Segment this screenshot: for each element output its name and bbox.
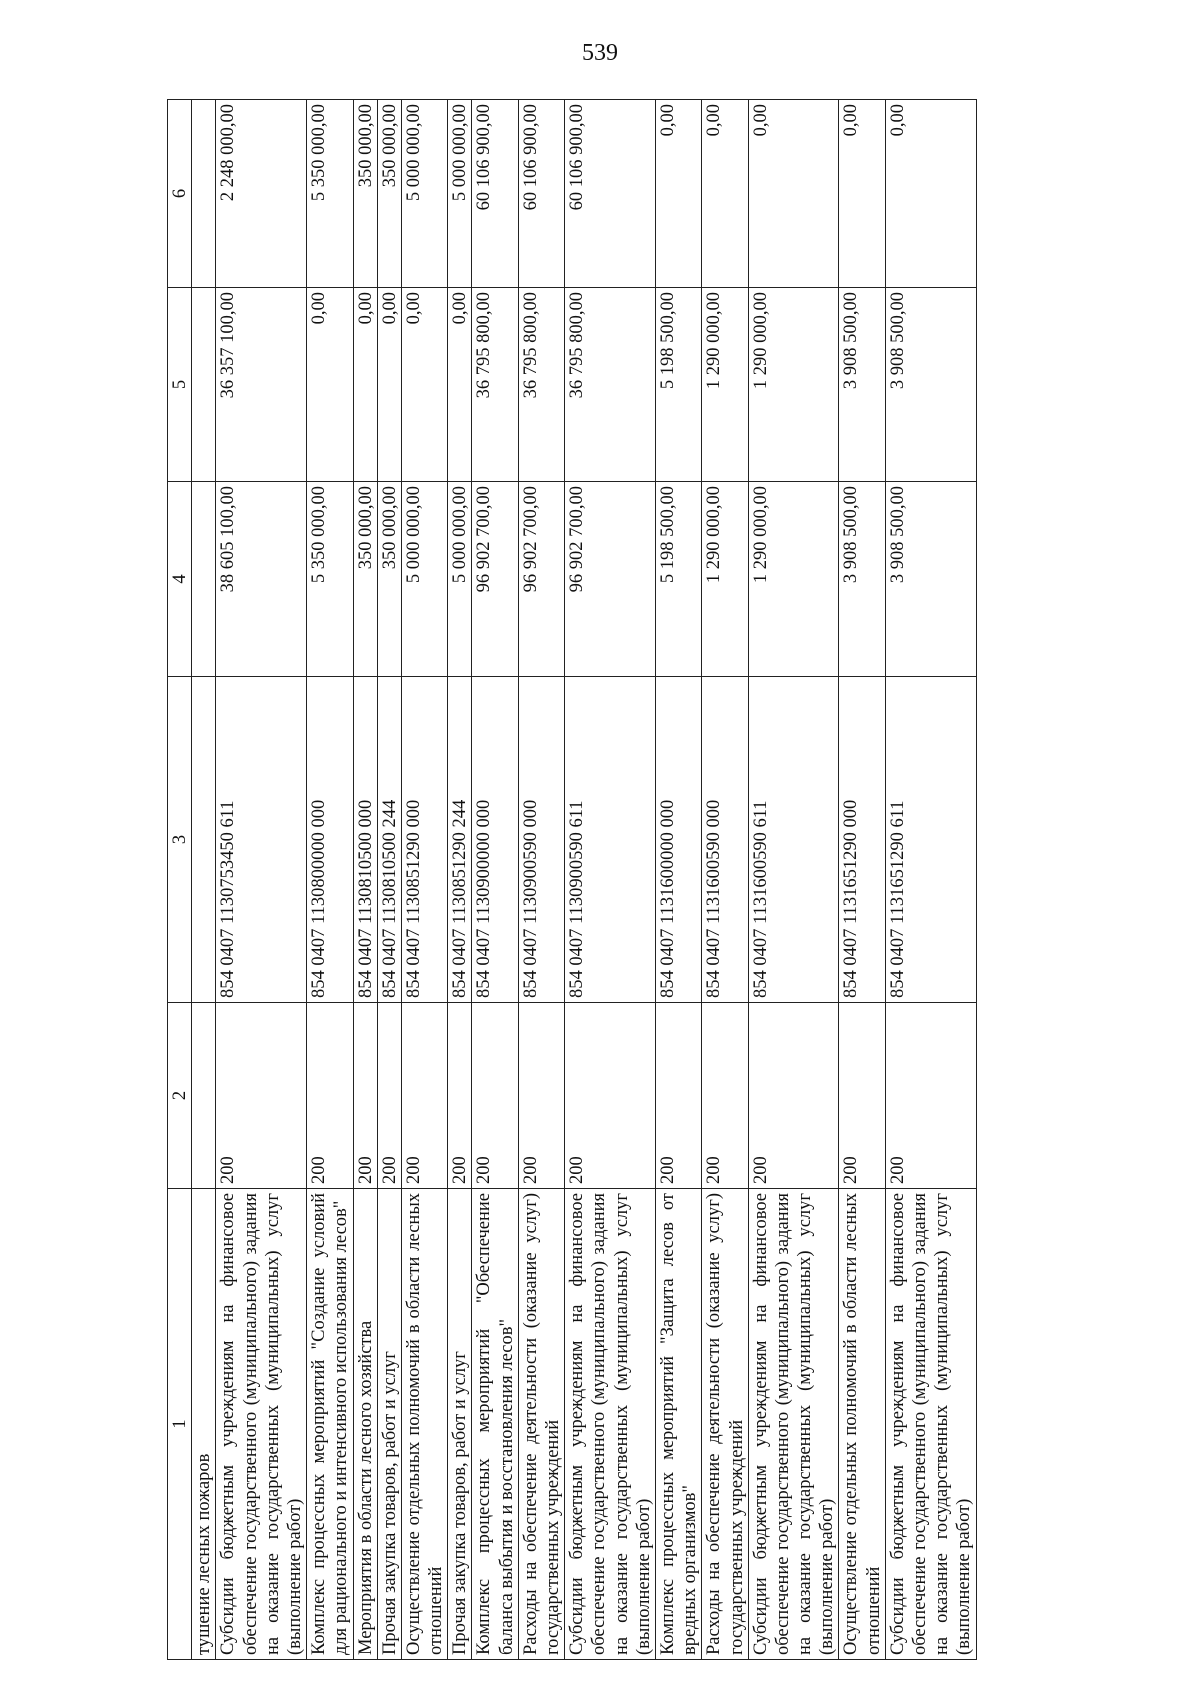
row-grbs-cell: 200	[518, 1003, 564, 1189]
row-name-cell: Комплекс процессных мероприятий "Создание условий для рационального и интенсивного использования лесов"	[307, 1189, 353, 1660]
table-row	[448, 100, 472, 1660]
header-col-5: 5	[168, 288, 192, 482]
row-grbs-cell: 200	[377, 1003, 401, 1189]
row-col6-amount: 2 248 000,00	[216, 100, 307, 288]
row-grbs-cell: 200	[885, 1003, 976, 1189]
row-grbs-cell: 200	[472, 1003, 518, 1189]
row-name-cell: Расходы на обеспечение деятельности (оказание услуг) государственных учреждений	[702, 1189, 748, 1660]
row-code-cell: 854 0407 1130900590 611	[565, 677, 656, 1003]
row-col6-amount: 5 350 000,00	[307, 100, 353, 288]
table-row	[401, 100, 447, 1660]
row-code-cell: 854 0407 1130753450 611	[216, 677, 307, 1003]
header-col-6: 6	[168, 100, 192, 288]
row-grbs-cell: 200	[839, 1003, 885, 1189]
header-col-3: 3	[168, 677, 192, 1003]
row-col4-amount: 5 350 000,00	[307, 482, 353, 677]
row-col4-amount: 96 902 700,00	[518, 482, 564, 677]
row-col6-amount: 0,00	[885, 100, 976, 288]
row-col5-amount: 1 290 000,00	[702, 288, 748, 482]
row-col5-amount: 0,00	[377, 288, 401, 482]
row-code-cell: 854 0407 1131600000 000	[655, 677, 701, 1003]
row-col5-amount: 36 795 800,00	[565, 288, 656, 482]
row-code-cell: 854 0407 1131651290 000	[839, 677, 885, 1003]
table-row	[353, 100, 377, 1660]
table-row	[565, 100, 656, 1660]
header-col-4: 4	[168, 482, 192, 677]
row-col6-amount: 0,00	[748, 100, 839, 288]
row-code-cell: 854 0407 1130800000 000	[307, 677, 353, 1003]
table-row-continuation	[192, 100, 216, 1660]
table-row	[472, 100, 518, 1660]
row-col6-amount: 0,00	[655, 100, 701, 288]
row-name-cell: Субсидии бюджетным учреждениям на финансовое обеспечение государственного (муниципального) задания на оказание государственных (муниципальных) услуг (выполнение работ)	[565, 1189, 656, 1660]
row-col5-amount: 36 357 100,00	[216, 288, 307, 482]
row-col5-amount: 1 290 000,00	[748, 288, 839, 482]
row-col6-amount: 60 106 900,00	[565, 100, 656, 288]
row-col5-amount: 0,00	[448, 288, 472, 482]
row-name-cell: Осуществление отдельных полномочий в области лесных отношений	[401, 1189, 447, 1660]
row-col6-amount: 350 000,00	[377, 100, 401, 288]
row-name-cell: Прочая закупка товаров, работ и услуг	[448, 1189, 472, 1660]
row-code-cell: 854 0407 1131600590 000	[702, 677, 748, 1003]
table-row	[377, 100, 401, 1660]
row-name-cell: Осуществление отдельных полномочий в области лесных отношений	[839, 1189, 885, 1660]
row-code-cell: 854 0407 1130851290 000	[401, 677, 447, 1003]
row-grbs-cell: 200	[307, 1003, 353, 1189]
row-code-cell: 854 0407 1131651290 611	[885, 677, 976, 1003]
row-grbs-cell: 200	[565, 1003, 656, 1189]
row-col6-amount: 350 000,00	[353, 100, 377, 288]
row-col5-amount: 3 908 500,00	[885, 288, 976, 482]
row-col6-amount: 0,00	[702, 100, 748, 288]
row-name-cell: Мероприятия в области лесного хозяйства	[353, 1189, 377, 1660]
header-col-2: 2	[168, 1003, 192, 1189]
row-col4-amount: 1 290 000,00	[748, 482, 839, 677]
row-grbs-cell: 200	[216, 1003, 307, 1189]
table-row	[655, 100, 701, 1660]
table-row	[518, 100, 564, 1660]
row-code-cell: 854 0407 1130900590 000	[518, 677, 564, 1003]
row-col4-amount: 5 000 000,00	[448, 482, 472, 677]
row-name-cell: Субсидии бюджетным учреждениям на финансовое обеспечение государственного (муниципального) задания на оказание государственных (муниципальных) услуг (выполнение работ)	[216, 1189, 307, 1660]
row-col4-amount: 1 290 000,00	[702, 482, 748, 677]
row-code-cell: 854 0407 1130810500 244	[377, 677, 401, 1003]
row-col5-amount: 0,00	[353, 288, 377, 482]
table-row	[748, 100, 839, 1660]
row-col6-amount: 60 106 900,00	[518, 100, 564, 288]
page-number: 539	[582, 40, 618, 66]
rotated-table-container	[167, 100, 1131, 1660]
row-code-cell: 854 0407 1130810500 000	[353, 677, 377, 1003]
row-col4-amount: 96 902 700,00	[565, 482, 656, 677]
row-col6-amount: 0,00	[839, 100, 885, 288]
row-col6-amount: 60 106 900,00	[472, 100, 518, 288]
row-col5-amount: 36 795 800,00	[472, 288, 518, 482]
row-col5-amount: 0,00	[307, 288, 353, 482]
row-col5-amount: 3 908 500,00	[839, 288, 885, 482]
budget-table	[167, 99, 977, 1660]
row-col4-amount: 350 000,00	[353, 482, 377, 677]
row-grbs-cell: 200	[748, 1003, 839, 1189]
table-row	[702, 100, 748, 1660]
row-name-cell: Субсидии бюджетным учреждениям на финансовое обеспечение государственного (муниципального) задания на оказание государственных (муниципальных) услуг (выполнение работ)	[885, 1189, 976, 1660]
table-row	[839, 100, 885, 1660]
row-code-cell: 854 0407 1131600590 611	[748, 677, 839, 1003]
row-col6-amount: 5 000 000,00	[401, 100, 447, 288]
row-code-cell: 854 0407 1130851290 244	[448, 677, 472, 1003]
row-col4-amount: 38 605 100,00	[216, 482, 307, 677]
table-row	[216, 100, 307, 1660]
row-grbs-cell: 200	[448, 1003, 472, 1189]
row-name-cell: Комплекс процессных мероприятий "Обеспечение баланса выбытия и восстановления лесов"	[472, 1189, 518, 1660]
row-col4-amount: 96 902 700,00	[472, 482, 518, 677]
row-col5-amount: 5 198 500,00	[655, 288, 701, 482]
row-name-cell: Расходы на обеспечение деятельности (оказание услуг) государственных учреждений	[518, 1189, 564, 1660]
row-col4-amount: 5 198 500,00	[655, 482, 701, 677]
row-col6-amount: 5 000 000,00	[448, 100, 472, 288]
row-grbs-cell: 200	[401, 1003, 447, 1189]
row-name-cell: Субсидии бюджетным учреждениям на финансовое обеспечение государственного (муниципального) задания на оказание государственных (муниципальных) услуг (выполнение работ)	[748, 1189, 839, 1660]
row-grbs-cell: 200	[655, 1003, 701, 1189]
row-name-cell: тушение лесных пожаров	[192, 1189, 216, 1660]
header-col-1: 1	[168, 1189, 192, 1660]
row-col4-amount: 350 000,00	[377, 482, 401, 677]
row-col5-amount: 0,00	[401, 288, 447, 482]
row-name-cell: Комплекс процессных мероприятий "Защита лесов от вредных организмов"	[655, 1189, 701, 1660]
row-grbs-cell: 200	[353, 1003, 377, 1189]
row-grbs-cell: 200	[702, 1003, 748, 1189]
row-code-cell: 854 0407 1130900000 000	[472, 677, 518, 1003]
row-col4-amount: 5 000 000,00	[401, 482, 447, 677]
row-col4-amount: 3 908 500,00	[839, 482, 885, 677]
row-col4-amount: 3 908 500,00	[885, 482, 976, 677]
table-row	[885, 100, 976, 1660]
header-row	[168, 100, 192, 1660]
table-row	[307, 100, 353, 1660]
row-col5-amount: 36 795 800,00	[518, 288, 564, 482]
row-name-cell: Прочая закупка товаров, работ и услуг	[377, 1189, 401, 1660]
